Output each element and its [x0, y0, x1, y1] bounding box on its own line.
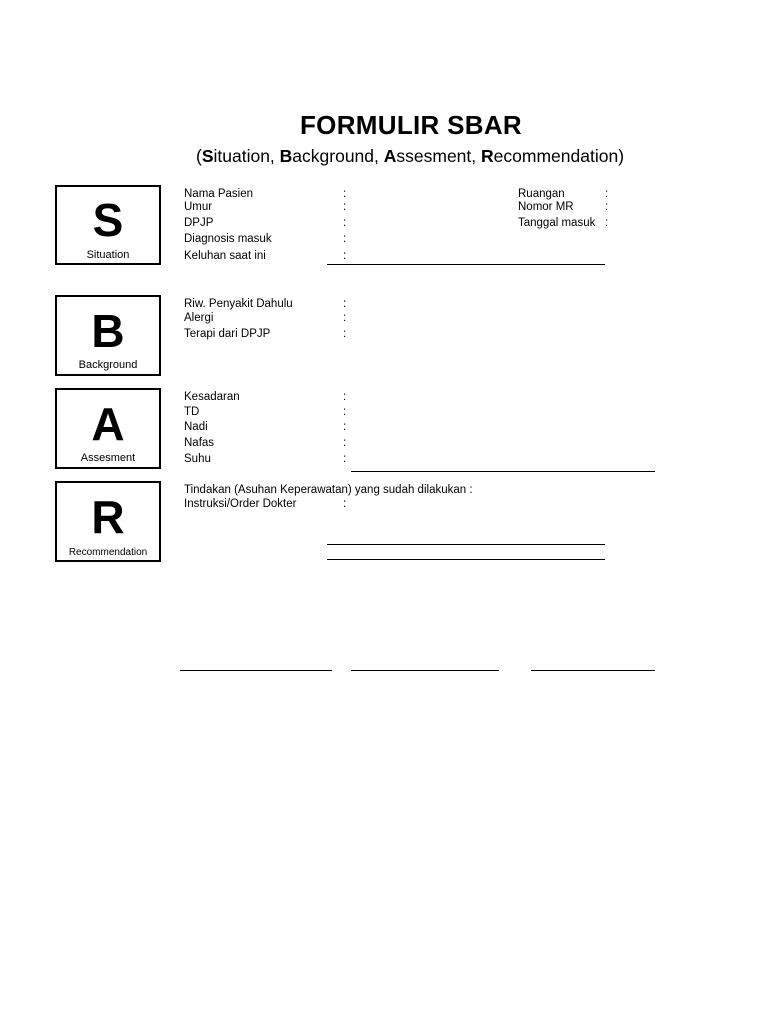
instruksi-underline-2 [327, 559, 605, 560]
colon: : [343, 312, 347, 324]
field-riwayat-penyakit-label: Riw. Penyakit Dahulu [184, 298, 293, 310]
colon: : [343, 328, 347, 340]
field-dpjp-label: DPJP [184, 217, 214, 229]
field-nadi-label: Nadi [184, 421, 208, 433]
colon: : [343, 391, 347, 403]
tindakan-label: Tindakan (Asuhan Keperawatan) yang sudah dilakukan : [184, 484, 473, 496]
colon: : [343, 406, 347, 418]
situation-box [55, 185, 161, 265]
colon: : [605, 188, 609, 200]
field-instruksi-dokter-label: Instruksi/Order Dokter [184, 498, 297, 510]
form-subtitle: (Situation, Background, Assesment, Recommendation) [195, 146, 625, 166]
field-nafas-label: Nafas [184, 437, 215, 449]
colon: : [343, 188, 347, 200]
field-kesadaran-label: Kesadaran [184, 391, 240, 403]
colon: : [343, 421, 347, 433]
colon: : [605, 201, 609, 213]
background-letter: B [91, 305, 125, 357]
situation-label: Situation [86, 249, 130, 261]
field-suhu-label: Suhu [184, 453, 211, 465]
field-terapi-label: Terapi dari DPJP [184, 328, 271, 340]
suhu-underline [351, 471, 655, 472]
field-ruangan-label: Ruangan [518, 188, 565, 200]
background-label: Background [78, 359, 138, 371]
keluhan-underline [327, 264, 605, 265]
colon: : [343, 298, 347, 310]
colon: : [343, 498, 347, 510]
field-umur-label: Umur [184, 201, 213, 213]
recommendation-letter: R [91, 491, 125, 543]
instruksi-underline-1 [327, 544, 605, 545]
signature-line-2 [351, 670, 499, 671]
colon: : [343, 250, 347, 262]
colon: : [343, 233, 347, 245]
recommendation-label: Recommendation [68, 547, 148, 558]
colon: : [343, 217, 347, 229]
field-alergi-label: Alergi [184, 312, 214, 324]
field-nomor-mr-label: Nomor MR [518, 201, 574, 213]
assessment-letter: A [91, 398, 125, 450]
signature-line-3 [531, 670, 655, 671]
field-diagnosis-masuk-label: Diagnosis masuk [184, 233, 272, 245]
assessment-box [55, 388, 161, 469]
signature-line-1 [180, 670, 332, 671]
colon: : [343, 201, 347, 213]
field-nama-pasien-label: Nama Pasien [184, 188, 254, 200]
field-td-label: TD [184, 406, 200, 418]
form-title: FORMULIR SBAR [300, 110, 522, 140]
recommendation-box [55, 481, 161, 562]
background-box [55, 295, 161, 376]
colon: : [605, 217, 609, 229]
field-keluhan-label: Keluhan saat ini [184, 250, 266, 262]
colon: : [343, 437, 347, 449]
field-tanggal-masuk-label: Tanggal masuk [518, 217, 596, 229]
assessment-label: Assesment [80, 452, 136, 464]
situation-letter: S [92, 194, 124, 246]
colon: : [343, 453, 347, 465]
